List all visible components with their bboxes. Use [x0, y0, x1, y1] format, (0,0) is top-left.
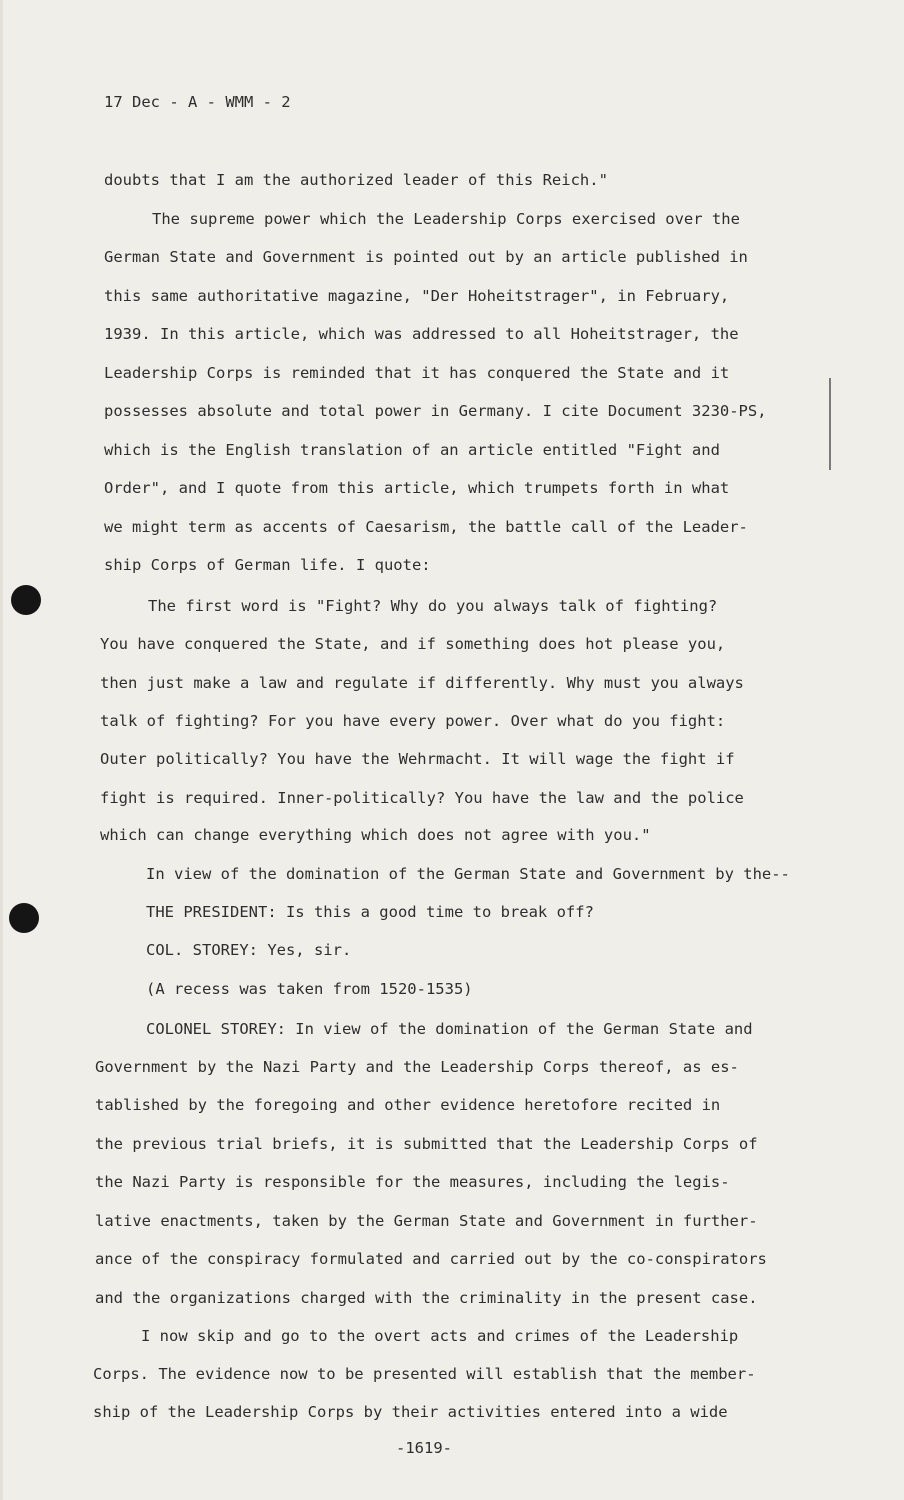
quote-line: which can change everything which does not agree with you." [100, 826, 651, 844]
text-line: 1939. In this article, which was addressed to all Hoheitstrager, the [104, 325, 739, 343]
text-line: and the organizations charged with the criminality in the present case. [95, 1289, 758, 1307]
text-line: lative enactments, taken by the German State and Government in further- [95, 1212, 758, 1230]
recess-note: (A recess was taken from 1520-1535) [146, 980, 473, 998]
text-line: ship of the Leadership Corps by their activities entered into a wide [93, 1403, 728, 1421]
text-line: tablished by the foregoing and other evidence heretofore recited in [95, 1096, 721, 1114]
quote-line: The first word is "Fight? Why do you always talk of fighting? [148, 597, 718, 615]
quote-line: then just make a law and regulate if differently. Why must you always [100, 674, 744, 692]
text-line: which is the English translation of an article entitled "Fight and [104, 441, 720, 459]
text-line: I now skip and go to the overt acts and crimes of the Leadership [141, 1327, 739, 1345]
page-header: 17 Dec - A - WMM - 2 [104, 93, 291, 111]
punch-hole [9, 903, 39, 933]
text-line: Government by the Nazi Party and the Leadership Corps thereof, as es- [95, 1058, 739, 1076]
text-line: ship Corps of German life. I quote: [104, 556, 431, 574]
quote-line: You have conquered the State, and if something does hot please you, [100, 635, 726, 653]
text-line: the Nazi Party is responsible for the measures, including the legis- [95, 1173, 730, 1191]
text-line: The supreme power which the Leadership Corps exercised over the [152, 210, 740, 228]
text-line: doubts that I am the authorized leader of this Reich." [104, 171, 608, 189]
quote-line: fight is required. Inner-politically? You have the law and the police [100, 789, 744, 807]
text-line: this same authoritative magazine, "Der Hoheitstrager", in February, [104, 287, 730, 305]
text-line: the previous trial briefs, it is submitted that the Leadership Corps of [95, 1135, 758, 1153]
speaker-line: COL. STOREY: Yes, sir. [146, 941, 352, 959]
text-line: Corps. The evidence now to be presented will establish that the member- [93, 1365, 756, 1383]
margin-pencil-mark [829, 378, 831, 470]
text-line: possesses absolute and total power in Germany. I cite Document 3230-PS, [104, 402, 767, 420]
text-line: German State and Government is pointed out by an article published in [104, 248, 748, 266]
text-line: In view of the domination of the German State and Government by the-- [146, 865, 790, 883]
text-line: we might term as accents of Caesarism, the battle call of the Leader- [104, 518, 748, 536]
text-line: Leadership Corps is reminded that it has conquered the State and it [104, 364, 730, 382]
page-number: -1619- [396, 1439, 452, 1457]
speaker-line: COLONEL STOREY: In view of the domination of the German State and [146, 1020, 753, 1038]
quote-line: talk of fighting? For you have every power. Over what do you fight: [100, 712, 726, 730]
quote-line: Outer politically? You have the Wehrmacht. It will wage the fight if [100, 750, 735, 768]
punch-hole [11, 585, 41, 615]
speaker-line: THE PRESIDENT: Is this a good time to break off? [146, 903, 594, 921]
text-line: ance of the conspiracy formulated and carried out by the co-conspirators [95, 1250, 767, 1268]
page-edge [0, 0, 3, 1500]
text-line: Order", and I quote from this article, which trumpets forth in what [104, 479, 730, 497]
